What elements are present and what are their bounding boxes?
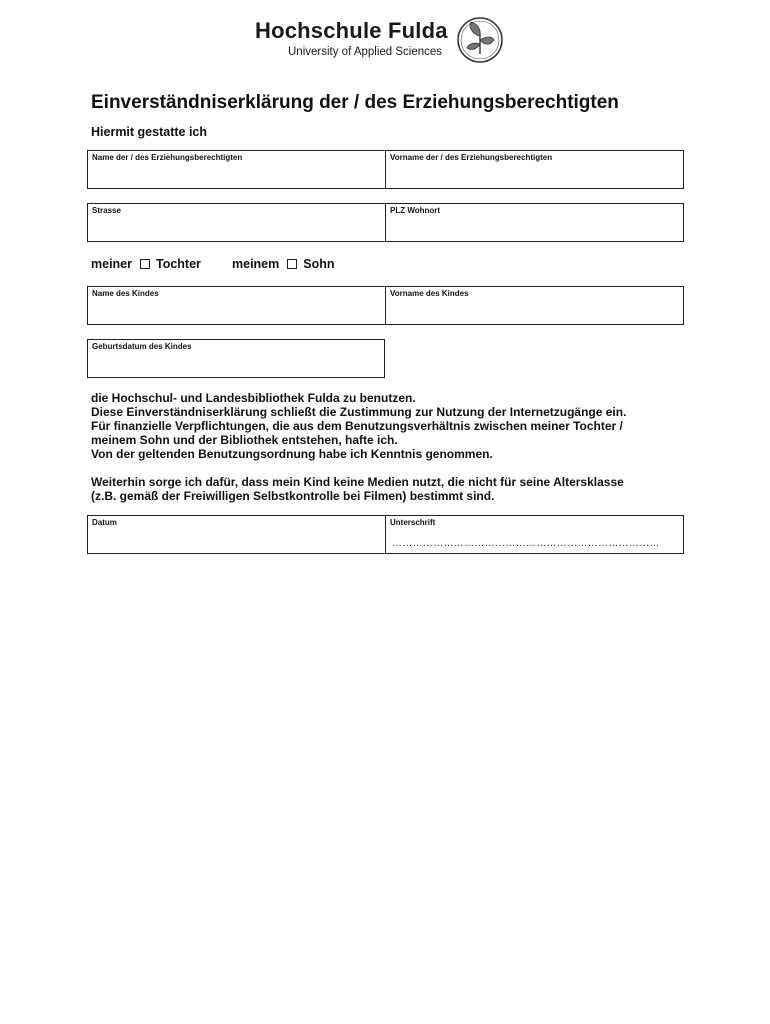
guardian-firstname-label: Vorname der / des Erziehungsberechtigten (390, 153, 553, 162)
consent-line: Für finanzielle Verpflichtungen, die aus dem Benutzungsverhältnis zwischen meiner Tochter / (91, 419, 623, 433)
consent-line: Von der geltenden Benutzungsordnung habe ich Kenntnis genommen. (91, 447, 493, 461)
daughter-option (91, 257, 201, 271)
child-firstname-field[interactable] (386, 298, 683, 324)
street-field[interactable] (88, 215, 384, 241)
child-name-field[interactable] (88, 298, 384, 324)
guardian-firstname-field[interactable] (386, 162, 683, 188)
child-name-label: Name des Kindes (92, 289, 159, 298)
guardian-name-field[interactable] (88, 162, 384, 188)
daughter-prefix: meiner (91, 257, 132, 271)
logo-title: Hochschule Fulda (255, 18, 448, 43)
child-birthdate-label: Geburtsdatum des Kindes (92, 342, 192, 351)
son-option (232, 257, 335, 271)
form-title: Einverständniserklärung der / des Erziehungsberechtigten (91, 92, 619, 113)
son-prefix: meinem (232, 257, 280, 271)
son-checkbox[interactable] (287, 259, 297, 269)
consent-line: Diese Einverständniserklärung schließt die Zustimmung zur Nutzung der Internetzugänge ein. (91, 405, 627, 419)
street-label: Strasse (92, 206, 121, 215)
signature-label: Unterschrift (390, 518, 436, 527)
consent-line: meinem Sohn und der Bibliothek entstehen, hafte ich. (91, 433, 398, 447)
zip-city-field[interactable] (386, 215, 683, 241)
child-firstname-label: Vorname des Kindes (390, 289, 469, 298)
date-label: Datum (92, 518, 117, 527)
daughter-checkbox[interactable] (140, 259, 150, 269)
university-logo (255, 16, 515, 66)
guardian-name-label: Name der / des Erziehungsberechtigten (92, 153, 243, 162)
child-birthdate-field[interactable] (88, 351, 384, 377)
daughter-label: Tochter (156, 257, 201, 271)
signature-line: …………………………………………………………………… (392, 538, 660, 549)
logo-subtitle: University of Applied Sciences (288, 46, 443, 58)
leaf-seal-icon (456, 16, 504, 64)
son-label: Sohn (303, 257, 335, 271)
intro-text: Hiermit gestatte ich (91, 125, 208, 139)
media-line: (z.B. gemäß der Freiwilligen Selbstkontrolle bei Filmen) bestimmt sind. (91, 489, 495, 503)
consent-line: die Hochschul- und Landesbibliothek Fulda zu benutzen. (91, 391, 416, 405)
media-line: Weiterhin sorge ich dafür, dass mein Kind keine Medien nutzt, die nicht für seine Altersklasse (91, 475, 624, 489)
zip-city-label: PLZ Wohnort (390, 206, 441, 215)
date-field[interactable] (88, 527, 384, 553)
